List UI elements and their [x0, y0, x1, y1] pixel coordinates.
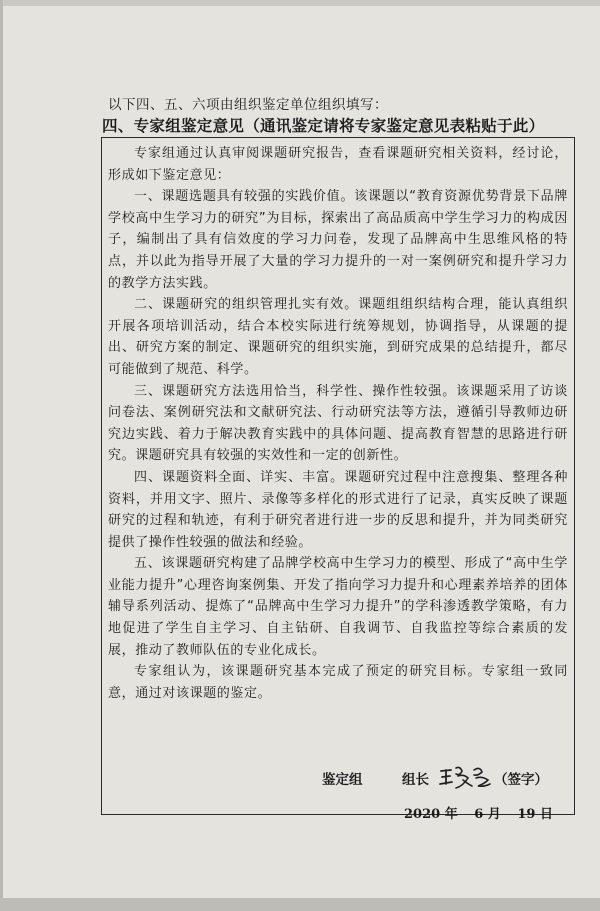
paragraph-conclusion: 专家组认为，该课题研究基本完成了预定的研究目标。专家组一致同意，通过对该课题的鉴定。 — [108, 664, 568, 701]
date-row — [404, 803, 565, 822]
intro-line: 以下四、五、六项由组织鉴定单位组织填写： — [108, 97, 388, 113]
scan-edge-bottom — [0, 898, 600, 911]
paragraph-intro: 专家组通过认真审阅课题研究报告，查看课题研究相关资料，经讨论，形成如下鉴定意见： — [108, 146, 568, 183]
date-year: 2020 年 — [404, 807, 458, 822]
group-label: 鉴定组 — [322, 772, 363, 788]
opinion-text — [108, 143, 568, 704]
paragraph-2: 二、课题研究的组织管理扎实有效。课题组组织结构合理，能认真组织开展各项培训活动，结合本校实际进行统筹规划，协调指导，从课题的提出、研究方案的制定、课题研究的组织实施，到研究成果的总结提升，都尽可能做到了规范、科学。 — [108, 297, 568, 377]
leader-label: 组长 — [402, 772, 429, 788]
signature-row — [108, 768, 568, 792]
paragraph-4: 四、课题资料全面、详实、丰富。课题研究过程中注意搜集、整理各种资料，并用文字、照片、录像等多样化的形式进行了记录，真实反映了课题研究的过程和轨迹，有利于研究者进行进一步的反思和提升，并为同类研究提供了操作性较强的做法和经验。 — [108, 469, 568, 550]
paragraph-3: 三、课题研究方法选用恰当，科学性、操作性较强。该课题采用了访谈问卷法、案例研究法和文献研究法、行动研究法等方法，遵循引导教师边研究边实践、着力于解决教育实践中的具体问题、提高教育智慧的思路进行研究。课题研究具有较强的实效性和一定的创新性。 — [108, 383, 568, 464]
paragraph-5: 五、该课题研究构建了品牌学校高中生学习力的模型、形成了“高中生学业能力提升”心理咨询案例集、开发了指向学习力提升和心理素养培养的团体辅导系列活动、提炼了“品牌高中生学习力提升”的学科渗透教学策略，有力地促进了学生自主学习、自主钻研、自我调节、自我监控等综合素质的发展，推动了教师队伍的专业化成长。 — [108, 556, 568, 658]
paragraph-1: 一、课题选题具有较强的实践价值。该课题以“教育资源优势背景下品牌学校高中生学习力的研究”为目标，探索出了高品质高中学生学习力的构成因子，编制出了具有信效度的学习力问卷，发现了品牌高中生思维风格的特点，并以此为指导开展了大量的学习力提升的一对一案例研究和提升学习力的教学方法实践。 — [108, 189, 568, 291]
scan-edge-top — [0, 0, 600, 6]
scan-edge-left — [0, 0, 3, 911]
date-month: 6 月 — [474, 807, 501, 822]
handwritten-signature — [438, 762, 492, 790]
section-title: 四、专家组鉴定意见（通讯鉴定请将专家鉴定意见表粘贴于此） — [102, 116, 545, 135]
date-day: 19 日 — [517, 807, 553, 822]
sign-note: （签字） — [494, 772, 548, 788]
